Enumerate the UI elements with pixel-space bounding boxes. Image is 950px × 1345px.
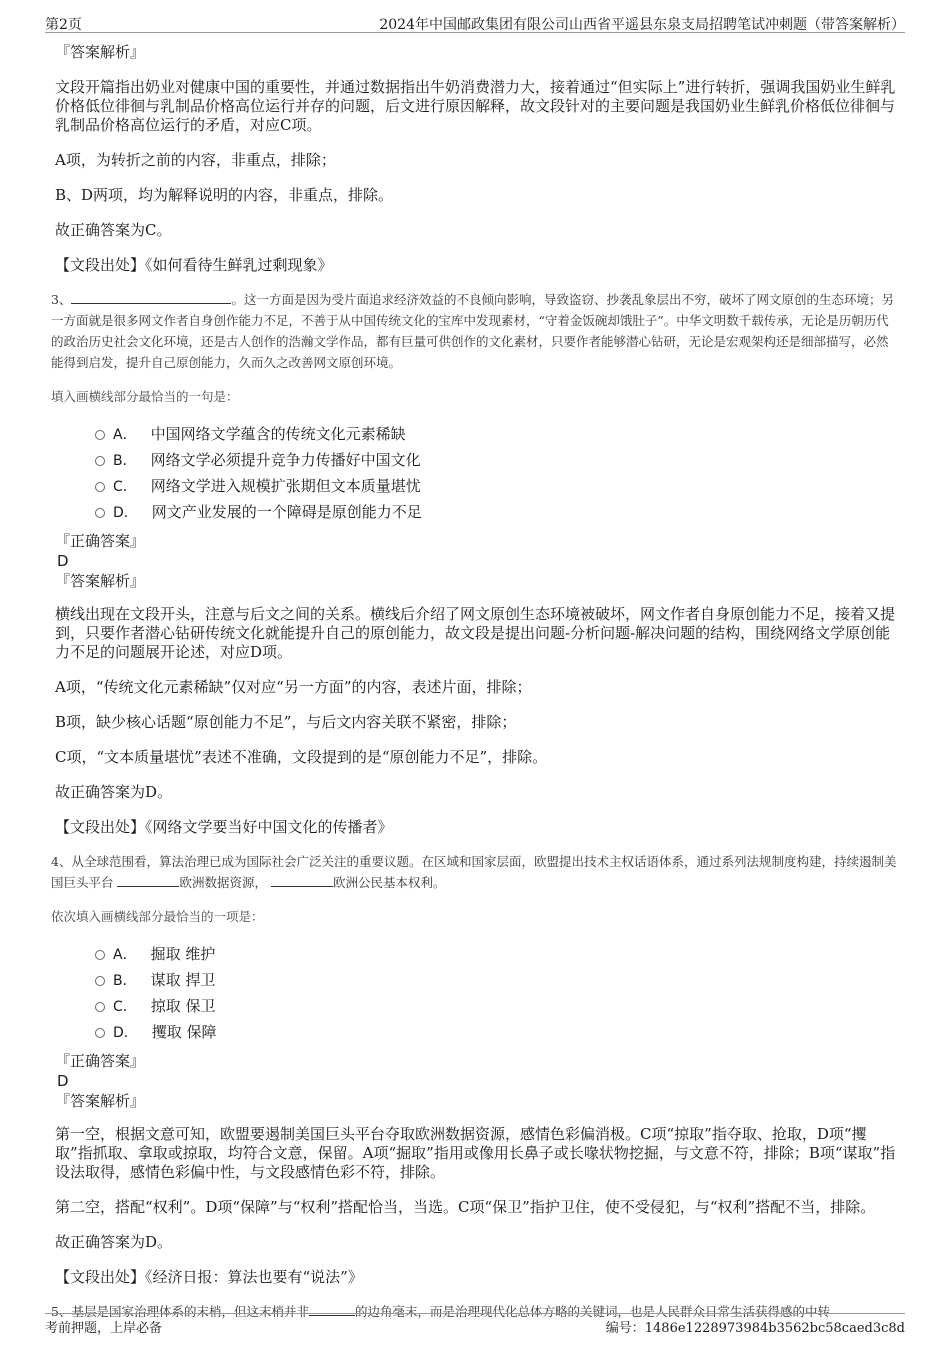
q3-option-c[interactable]: C． 网络文学进入规模扩张期但文本质量堪忧 — [95, 473, 900, 499]
radio-icon[interactable] — [95, 508, 105, 518]
q3-analysis-p2: B项，缺少核心话题“原创能力不足”，与后文内容关联不紧密，排除； — [55, 713, 517, 731]
page-footer — [45, 1313, 905, 1336]
q2-analysis-p3: 故正确答案为C。 — [55, 221, 172, 239]
q3-option-b[interactable]: B． 网络文学必须提升竞争力传播好中国文化 — [95, 447, 900, 473]
q3-source: 【文段出处】《网络文学要当好中国文化的传播者》 — [55, 818, 393, 836]
q3-stem — [51, 289, 900, 373]
q4-blank-1 — [117, 873, 179, 887]
q2-analysis-p1: A项，为转折之前的内容，非重点，排除； — [55, 151, 336, 169]
page-content — [51, 42, 900, 1322]
q3-options — [95, 421, 900, 525]
q3-analysis-label: 『答案解析』 — [55, 572, 146, 590]
q3-analysis: 横线出现在文段开头，注意与后文之间的关系。横线后介绍了网文原创生态环境被破坏，网文作者自身原创能力不足，接着又提到，只要作者潜心钻研传统文化就能提升自己的原创能力，故文段是提出问题-分析问题-解决问题的结构，围绕网络文学原创能力不足的问题展开论述，对应D项。 — [55, 605, 896, 661]
document-title: 2024年中国邮政集团有限公司山西省平遥县东泉支局招聘笔试冲刺题（带答案解析） — [379, 17, 905, 33]
q3-analysis-p1: A项，“传统文化元素稀缺”仅对应“另一方面”的内容，表述片面，排除； — [55, 678, 532, 696]
q3-correct-label: 『正确答案』 — [55, 532, 146, 550]
q4-stem: 4、从全球范围看，算法治理已成为国际社会广泛关注的重要议题。在区域和国家层面，欧盟提出技术主权话语体系，通过系列法规制度构建，持续遏制美国巨头平台 欧洲数据资源， 欧洲公民基本权利。 — [51, 854, 897, 890]
q4-analysis: 第一空，根据文意可知，欧盟要遏制美国巨头平台夺取欧洲数据资源，感情色彩偏消极。C项“掠取”指夺取、抢取，D项“攫取”指抓取、拿取或掠取，均符合文意，保留。A项“掘取”指用或像用长鼻子或长喙状物挖掘，与文意不符，排除；B项“谋取”指设法取得，感情色彩偏中性，与文段感情色彩不符，排除。 — [55, 1125, 896, 1181]
page-header — [45, 12, 905, 33]
q4-option-d[interactable]: D． 攫取 保障 — [95, 1019, 900, 1045]
q2-analysis-p2: B、D两项，均为解释说明的内容，非重点，排除。 — [55, 186, 394, 204]
q2-analysis: 文段开篇指出奶业对健康中国的重要性，并通过数据指出牛奶消费潜力大，接着通过“但实际上”进行转折，强调我国奶业生鲜乳价格低位徘徊与乳制品价格高位运行并存的问题，后文进行原因解释，故文段针对的主要问题是我国奶业生鲜乳价格低位徘徊与乳制品价格高位运行的矛盾，对应C项。 — [55, 78, 896, 134]
radio-icon[interactable] — [95, 482, 105, 492]
radio-icon[interactable] — [95, 950, 105, 960]
document-id: 编号：1486e1228973984b3562bc58caed3c8d — [605, 1321, 905, 1336]
radio-icon[interactable] — [95, 1002, 105, 1012]
q4-correct-label: 『正确答案』 — [55, 1052, 146, 1070]
q3-blank — [71, 290, 231, 304]
q3-instruction: 填入画横线部分最恰当的一句是： — [51, 389, 239, 404]
q3-correct-answer: D — [57, 552, 69, 570]
q3-analysis-p4: 故正确答案为D。 — [55, 783, 173, 801]
radio-icon[interactable] — [95, 456, 105, 466]
q4-instruction: 依次填入画横线部分最恰当的一项是： — [51, 909, 264, 924]
q4-option-c[interactable]: C． 掠取 保卫 — [95, 993, 900, 1019]
radio-icon[interactable] — [95, 1028, 105, 1038]
q4-source: 【文段出处】《经济日报：算法也要有“说法”》 — [55, 1268, 363, 1286]
q2-analysis-label: 『答案解析』 — [55, 43, 146, 61]
q4-analysis-p2: 故正确答案为D。 — [55, 1233, 173, 1251]
q4-analysis-p1: 第二空，搭配“权利”。D项“保障”与“权利”搭配恰当，当选。C项“保卫”指护卫住，使不受侵犯，与“权利”搭配不当，排除。 — [55, 1198, 876, 1216]
q5-stem: 5、基层是国家治理体系的末梢，但这末梢并非 的边角毫末，而是治理现代化总体方略的关键词，也是人民群众日常生活获得感的中转 — [51, 1304, 830, 1319]
q3-analysis-p3: C项，“文本质量堪忧”表述不准确，文段提到的是“原创能力不足”，排除。 — [55, 748, 548, 766]
radio-icon[interactable] — [95, 430, 105, 440]
q3-option-a[interactable]: A． 中国网络文学蕴含的传统文化元素稀缺 — [95, 421, 900, 447]
q4-options — [95, 941, 900, 1045]
q4-blank-2 — [271, 873, 333, 887]
q3-stem-text: 。这一方面是因为受片面追求经济效益的不良倾向影响，导致盗窃、抄袭乱象层出不穷，破坏了网文原创的生态环境；另一方面就是很多网文作者自身创作能力不足，不善于从中国传统文化的宝库中发现素材，“守着金饭碗却饿肚子”。中华文明数千载传承，无论是历朝历代的政治历史社会文化环境，还是古人创作的浩瀚文学作品，都有巨量可供创作的文化素材，只要作者能够潜心钻研，无论是宏观架构还是细部描写，必然能得到启发，提升自己原创能力，久而久之改善网文原创环境。 — [51, 292, 894, 370]
q4-option-b[interactable]: B． 谋取 捍卫 — [95, 967, 900, 993]
q3-option-d[interactable]: D． 网文产业发展的一个障碍是原创能力不足 — [95, 499, 900, 525]
footer-slogan: 考前押题，上岸必备 — [45, 1321, 163, 1336]
q4-correct-answer: D — [57, 1072, 69, 1090]
page-number: 第2页 — [45, 17, 82, 33]
q2-source: 【文段出处】《如何看待生鲜乳过剩现象》 — [55, 256, 333, 274]
q3-number: 3、 — [51, 292, 72, 307]
radio-icon[interactable] — [95, 976, 105, 986]
q4-analysis-label: 『答案解析』 — [55, 1092, 146, 1110]
q4-option-a[interactable]: A． 掘取 维护 — [95, 941, 900, 967]
